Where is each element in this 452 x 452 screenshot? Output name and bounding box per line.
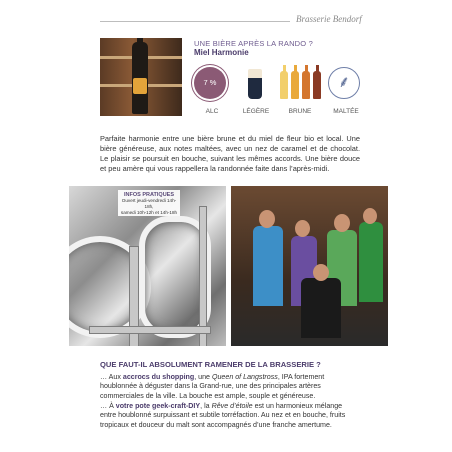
stat-label-alc: ALC bbox=[205, 108, 219, 115]
p1-highlight: accrocs du shopping bbox=[122, 373, 195, 381]
feature-kicker: UNE BIÈRE APRÈS LA RANDO ? bbox=[194, 39, 313, 48]
p1-post: , IPA fortement houblonnée à déguster dans la Grand-rue, une des principales artères commerciales de la ville. La bouche est ample, souple et généreuse. bbox=[100, 373, 325, 400]
recommendation-paragraph-1 bbox=[100, 373, 358, 401]
info-hours-saturday: samedi 10h-12h et 14h-18h bbox=[120, 210, 178, 215]
stat-label-light: LÉGÈRE bbox=[242, 108, 270, 115]
stat-alcohol bbox=[190, 67, 234, 115]
p1-pre: … Aux bbox=[100, 373, 123, 381]
brown-beer-bottles-icon bbox=[276, 67, 322, 101]
p2-beer-name: Rêve d’étoile bbox=[211, 402, 253, 410]
info-hours-weekday: Ouvert jeudi-vendredi 14h-18h, bbox=[121, 198, 177, 209]
light-beer-glass-icon bbox=[248, 69, 262, 99]
p2-highlight: votre pote geek-craft-DIY bbox=[115, 402, 201, 410]
recommendation-paragraph-2 bbox=[100, 402, 358, 430]
section-title: QUE FAUT-IL ABSOLUMENT RAMENER DE LA BRASSERIE ? bbox=[100, 360, 321, 369]
p1-beer-name: Queen of Langstross bbox=[211, 373, 278, 381]
stat-malty bbox=[324, 67, 368, 115]
p2-post: est un harmonieux mélange entre houblonné surpuissant et subtile torréfaction. Au nez et en bouche, fruits tropicaux et douceur du malt sont accompagnés d’une franche amertume. bbox=[100, 402, 346, 429]
brand-name: Brasserie Bendorf bbox=[296, 14, 362, 24]
p2-mid: , la bbox=[200, 402, 212, 410]
beer-description: Parfaite harmonie entre une bière brune et du miel de fleur bio et local. Une bière généreuse, aux notes maltées, avec un nez de caramel et de chocolat. Le plaisir se poursuit en bouche, suivant les mêmes accords. Une bière douce et peu amère qui vous rappellera la randonnée faite dans l’après-midi. bbox=[100, 134, 360, 173]
info-title: INFOS PRATIQUES bbox=[123, 192, 174, 198]
header-rule bbox=[100, 21, 290, 22]
stat-brown bbox=[276, 67, 324, 115]
stat-label-malty: MALTÉE bbox=[333, 108, 359, 115]
alcohol-badge: 7 % bbox=[194, 67, 226, 99]
brewers-group-photo bbox=[231, 186, 388, 346]
beer-bottle-photo bbox=[100, 38, 182, 116]
stat-label-brown: BRUNE bbox=[288, 108, 312, 115]
stat-light bbox=[234, 67, 278, 115]
beer-name: Miel Harmonie bbox=[194, 48, 249, 57]
wheat-icon: ⸙ bbox=[328, 67, 360, 99]
p1-mid: , une bbox=[194, 373, 212, 381]
practical-info-box bbox=[118, 190, 180, 216]
p2-pre: … À bbox=[100, 402, 116, 410]
